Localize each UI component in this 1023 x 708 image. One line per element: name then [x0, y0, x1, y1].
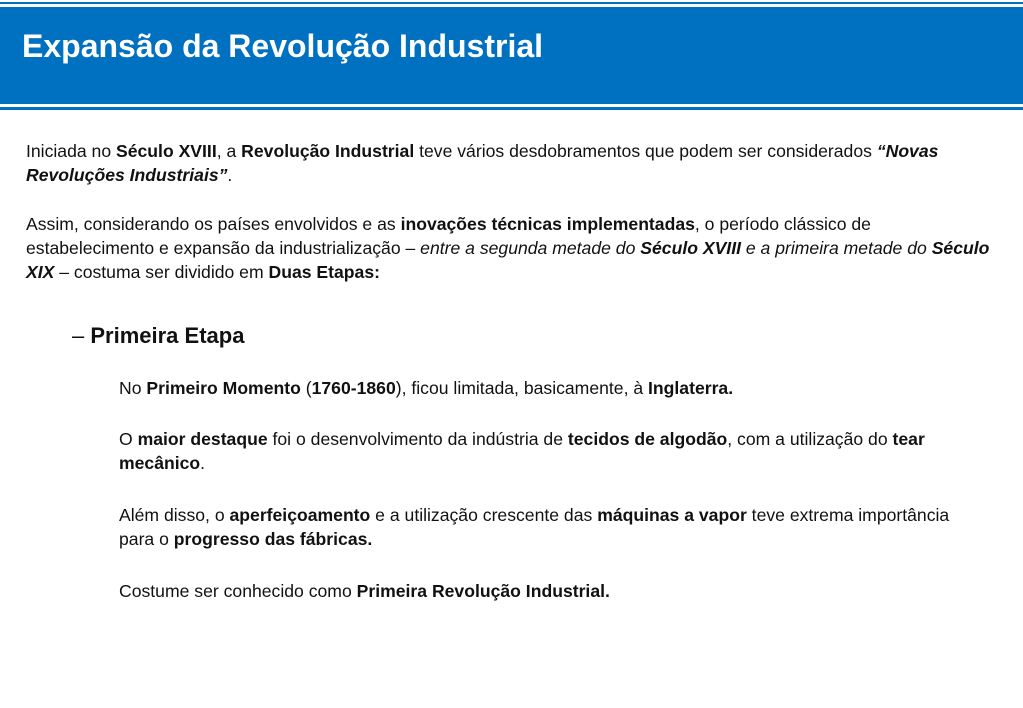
intro-bold-century: Século XVIII [116, 141, 217, 161]
header-bottom-rule [0, 107, 1023, 110]
context-century-xviii: Século XVIII [640, 238, 741, 258]
item2-bold-loom: tear mecânico [119, 429, 925, 473]
stage-item-known-as [119, 579, 979, 603]
intro-text-2: , a [216, 141, 242, 161]
slide-title: Expansão da Revolução Industrial [22, 28, 544, 64]
intro-quote-new-revolutions: “Novas Revoluções Industriais” [26, 141, 939, 185]
item3-bold-factories: progresso das fábricas. [173, 529, 373, 549]
item1-bold-period: 1760-1860 [311, 378, 396, 398]
header-top-rule [0, 2, 1023, 4]
header-band [0, 7, 1023, 104]
context-italic-1: entre a segunda metade do [420, 238, 641, 258]
context-text-3: – costuma ser dividido em [54, 262, 269, 282]
item4-text-1: Costume ser conhecido como [119, 581, 357, 601]
item1-bold-england: Inglaterra. [648, 378, 734, 398]
item1-bold-first-moment: Primeiro Momento [146, 378, 301, 398]
item2-bold-highlight: maior destaque [137, 429, 268, 449]
item3-bold-steam: máquinas a vapor [597, 505, 747, 525]
item1-text-1: No [119, 378, 147, 398]
stage-item-highlight [119, 427, 979, 475]
context-text-2: , o período clássico de estabelecimento e expansão da industrialização – [26, 214, 871, 258]
item3-bold-improvement: aperfeiçoamento [229, 505, 371, 525]
stage-item-steam [119, 503, 979, 551]
intro-bold-revolution: Revolução Industrial [241, 141, 415, 161]
context-paragraph [26, 212, 1001, 284]
intro-paragraph [26, 139, 986, 187]
item2-text-4: . [200, 453, 206, 473]
stage-dash: – [72, 323, 91, 348]
stage-item-first-moment [119, 376, 979, 400]
context-century-xix: Século XIX [26, 238, 990, 282]
stage-label: Primeira Etapa [90, 323, 245, 348]
intro-text-3: teve vários desdobramentos que podem ser considerados [414, 141, 877, 161]
context-bold-innovations: inovações técnicas implementadas [400, 214, 695, 234]
context-bold-two-stages: Duas Etapas: [268, 262, 380, 282]
intro-text-4: . [227, 165, 233, 185]
item2-text-3: , com a utilização do [727, 429, 893, 449]
item3-text-1: Além disso, o [119, 505, 230, 525]
stage-heading [72, 322, 244, 350]
intro-text-1: Iniciada no [26, 141, 116, 161]
item1-text-2: ( [300, 378, 312, 398]
item4-bold-first-revolution: Primeira Revolução Industrial. [356, 581, 610, 601]
item2-bold-cotton: tecidos de algodão [567, 429, 728, 449]
item1-text-3: ), ficou limitada, basicamente, à [395, 378, 649, 398]
item3-text-2: e a utilização crescente das [370, 505, 598, 525]
item2-text-2: foi o desenvolvimento da indústria de [267, 429, 568, 449]
context-text-1: Assim, considerando os países envolvidos e as [26, 214, 401, 234]
item2-text-1: O [119, 429, 138, 449]
context-italic-2: e a primeira metade do [740, 238, 932, 258]
item3-text-3: teve extrema importância para o [119, 505, 950, 549]
